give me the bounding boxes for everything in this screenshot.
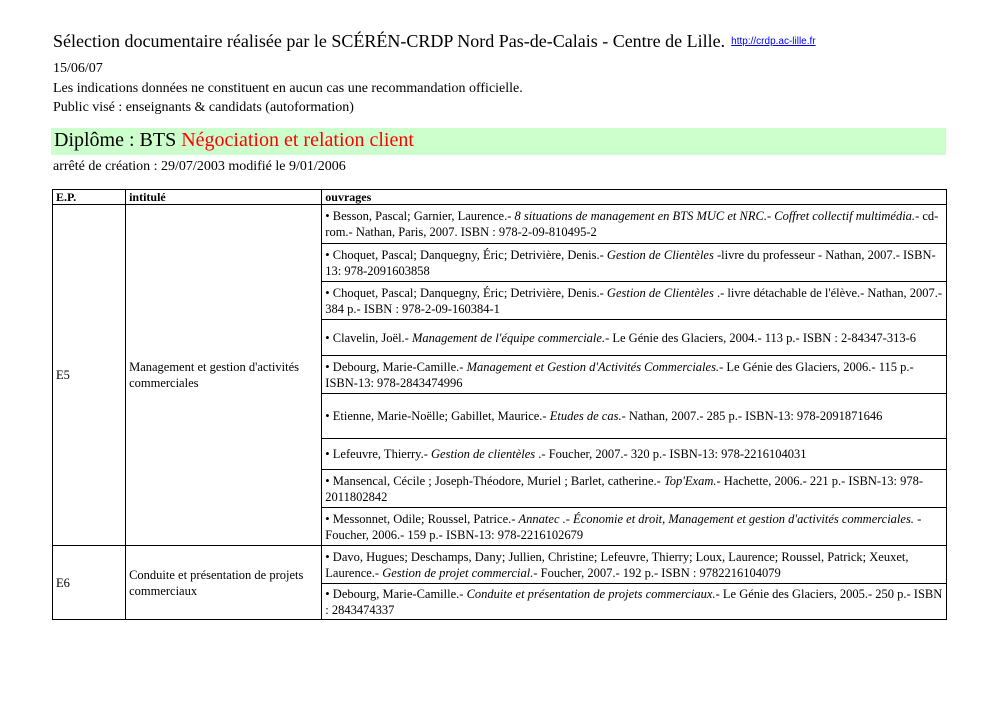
reference-authors: • Davo, Hugues; Deschamps, Dany; Jullien, Christine; Lefeuvre, Thierry; Loux, Laurence; Roussel, Patrick; Xeuxet, Laurence.-: [325, 549, 909, 580]
disclaimer-line: Les indications données ne constituent en aucun cas une recommandation officielle.: [53, 81, 523, 96]
reference-authors: • Debourg, Marie-Camille.-: [325, 586, 467, 601]
reference-publisher: - Le Génie des Glaciers, 2005.- 250 p.- ISBN : 2843474337: [325, 586, 943, 617]
table-header-row: [53, 190, 947, 205]
table-row: [53, 546, 947, 584]
book-reference: [322, 439, 947, 470]
header-ep: E.P.: [53, 190, 126, 205]
reference-authors: • Mansencal, Cécile ; Joseph-Théodore, Muriel ; Barlet, catherine.-: [325, 473, 664, 488]
table-body: [53, 205, 947, 620]
reference-title: Gestion de clientèles: [431, 447, 536, 461]
ep-code: E6: [53, 546, 126, 620]
book-reference: [322, 282, 947, 320]
reference-title: Management et Gestion d'Activités Commerciales.: [466, 359, 720, 374]
reference-publisher: - Foucher, 2007.- 192 p.- ISBN : 9782216104079: [533, 565, 781, 580]
book-reference: [322, 584, 947, 620]
reference-publisher: .- livre détachable de l'élève.- Nathan, 2007.- 384 p.- ISBN : 978-2-09-160384-1: [325, 285, 943, 316]
book-reference: [322, 244, 947, 282]
reference-authors: • Etienne, Marie-Noëlle; Gabillet, Maurice.-: [325, 409, 550, 423]
book-reference: [322, 205, 947, 244]
reference-publisher: - cd-rom.- Nathan, Paris, 2007. ISBN : 978-2-09-810495-2: [325, 209, 939, 239]
reference-authors: • Besson, Pascal; Garnier, Laurence.-: [325, 209, 515, 223]
reference-authors: • Clavelin, Joël.-: [325, 330, 412, 345]
reference-publisher: - Le Génie des Glaciers, 2004.- 113 p.- ISBN : 2-84347-313-6: [605, 330, 917, 345]
reference-publisher: - Hachette, 2006.- 221 p.- ISBN-13: 978-2011802842: [325, 473, 924, 504]
reference-title: 8 situations de management en BTS MUC et NRC.- Coffret collectif multimédia.: [514, 209, 916, 223]
page-title: [53, 31, 816, 52]
diploma-heading: [54, 129, 414, 152]
reference-authors: • Choquet, Pascal; Danquegny, Éric; Detrivière, Denis.-: [325, 247, 607, 262]
audience-line: Public visé : enseignants & candidats (autoformation): [53, 100, 354, 115]
reference-authors: • Choquet, Pascal; Danquegny, Éric; Detrivière, Denis.-: [325, 285, 607, 300]
reference-authors: • Lefeuvre, Thierry.-: [325, 447, 432, 461]
ep-title: Management et gestion d'activités commerciales: [126, 205, 322, 546]
book-reference: [322, 546, 947, 584]
decree-line: arrêté de création : 29/07/2003 modifié le 9/01/2006: [53, 159, 346, 174]
book-reference: [322, 508, 947, 546]
reference-authors: • Messonnet, Odile; Roussel, Patrice.-: [325, 511, 519, 526]
title-text: Sélection documentaire réalisée par le SCÉRÉN-CRDP Nord Pas-de-Calais - Centre de Lille.: [53, 31, 726, 51]
crdp-link[interactable]: http://crdp.ac-lille.fr: [731, 36, 816, 47]
reference-title: Gestion de Clientèles: [606, 247, 714, 262]
reference-title: Gestion de projet commercial.: [382, 565, 534, 580]
reference-title: Gestion de Clientèles: [606, 285, 714, 300]
reference-publisher: - Foucher, 2006.- 159 p.- ISBN-13: 978-2216102679: [325, 511, 922, 542]
diploma-name: Négociation et relation client: [181, 129, 414, 151]
reference-title: Conduite et présentation de projets commerciaux.: [466, 586, 716, 601]
reference-title: Etudes de cas.: [549, 409, 622, 423]
book-reference: [322, 470, 947, 508]
reference-authors: • Debourg, Marie-Camille.-: [325, 359, 467, 374]
table-row: [53, 205, 947, 244]
bibliography-table: [52, 189, 947, 620]
header-intitule: intitulé: [126, 190, 322, 205]
reference-publisher: .- Foucher, 2007.- 320 p.- ISBN-13: 978-2216104031: [535, 447, 807, 461]
header-ouvrages: ouvrages: [322, 190, 947, 205]
book-reference: [322, 356, 947, 394]
reference-publisher: - Nathan, 2007.- 285 p.- ISBN-13: 978-2091871646: [621, 409, 883, 423]
diploma-prefix: Diplôme : BTS: [54, 129, 182, 151]
date-line: 15/06/07: [53, 61, 103, 76]
reference-title: Annatec .- Économie et droit, Management et gestion d'activités commerciales.: [518, 511, 914, 526]
reference-publisher: -livre du professeur - Nathan, 2007.- ISBN-13: 978-2091603858: [325, 247, 936, 278]
reference-title: Top'Exam.: [663, 473, 717, 488]
diploma-banner: [51, 128, 946, 155]
book-reference: [322, 394, 947, 439]
ep-title: Conduite et présentation de projets commerciaux: [126, 546, 322, 620]
ep-code: E5: [53, 205, 126, 546]
reference-title: Management de l'équipe commerciale.: [411, 330, 606, 345]
reference-publisher: - Le Génie des Glaciers, 2006.- 115 p.- ISBN-13: 978-2843474996: [325, 359, 914, 390]
book-reference: [322, 320, 947, 356]
